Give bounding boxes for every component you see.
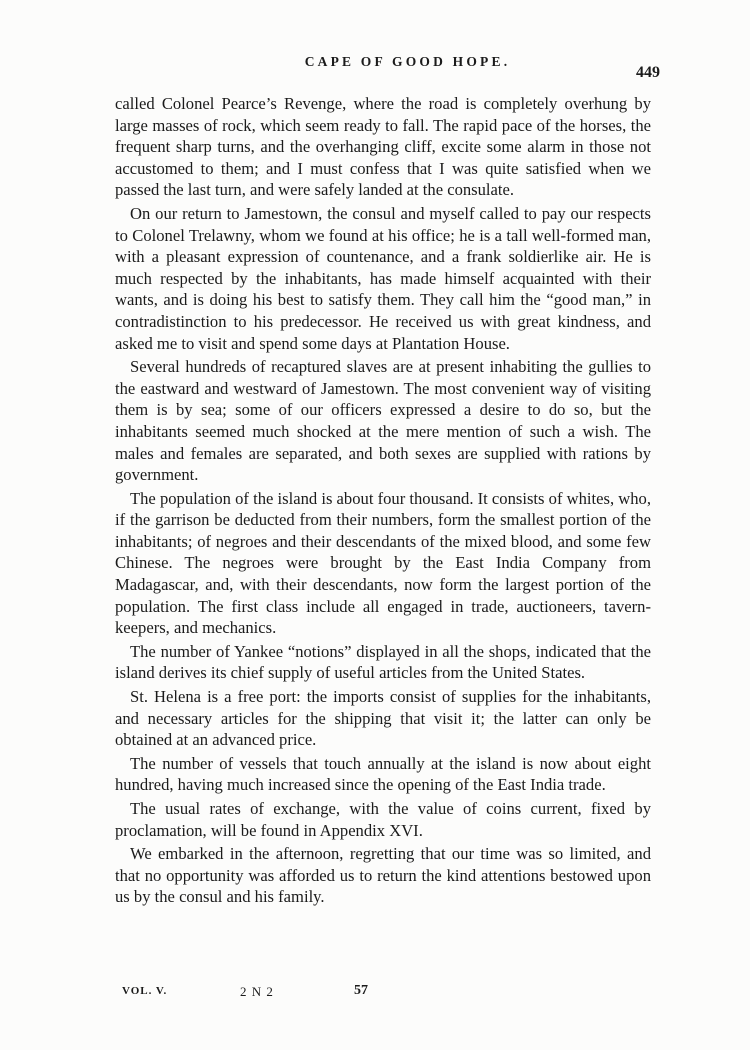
paragraph: The number of Yankee “notions” displayed in all the shops, indicated that the island derives its chief supply of useful articles from the United States.: [115, 641, 651, 683]
paragraph: The population of the island is about four thousand. It consists of whites, who, if the garrison be deducted from their numbers, form the smallest portion of the inhabitants; of negroes and their descendants of the mixed blood, and some few Chinese. The negroes were brought by the East India Company from Madagascar, and, with their descendants, now form the largest portion of the population. The first class include all engaged in trade, auctioneers, tavern-keepers, and mechanics.: [115, 488, 651, 638]
sheet-number: 57: [354, 983, 368, 998]
running-title: CAPE OF GOOD HOPE.: [304, 54, 511, 69]
paragraph: The usual rates of exchange, with the value of coins current, fixed by proclamation, will be found in Appendix XVI.: [115, 799, 651, 840]
page-footer: [122, 983, 522, 1003]
paragraph: We embarked in the afternoon, regretting that our time was so limited, and that no opportunity was afforded us to return the kind attentions bestowed upon us by the consul and his family.: [115, 844, 651, 907]
volume-label: VOL. V.: [122, 985, 168, 997]
paragraph: The number of vessels that touch annually at the island is now about eight hundred, having much increased since the opening of the East India trade.: [115, 753, 651, 795]
body-text: [115, 93, 651, 910]
paragraph: Several hundreds of recaptured slaves are at present inhabiting the gullies to the eastward and westward of Jamestown. The most convenient way of visiting them is by sea; some of our officers expressed a desire to do so, but the inhabitants seemed much shocked at the mere mention of such a wish. The males and females are separated, and both sexes are supplied with rations by government.: [115, 357, 651, 485]
paragraph: On our return to Jamestown, the consul and myself called to pay our respects to Colonel Trelawny, whom we found at his office; he is a tall well-formed man, with a pleasant expression of countenance, and a frank soldierlike air. He is much respected by the inhabitants, has made himself acquainted with their wants, and is doing his best to satisfy them. They call him the “good man,” in contradistinction to his predecessor. He received us with great kindness, and asked me to visit and spend some days at Plantation House.: [115, 203, 651, 353]
page-number: 449: [636, 64, 660, 81]
signature-mark: 2 N 2: [240, 984, 274, 999]
paragraph: St. Helena is a free port: the imports consist of supplies for the inhabitants, and necessary articles for the shipping that visit it; the latter can only be obtained at an advanced price.: [115, 687, 651, 750]
running-head: [115, 54, 660, 81]
paragraph: called Colonel Pearce’s Revenge, where the road is completely overhung by large masses of rock, which seem ready to fall. The rapid pace of the horses, the frequent sharp turns, and the overhanging cliff, excite some alarm in those not accustomed to them; and I must confess that I was quite satisfied when we passed the last turn, and were safely landed at the consulate.: [115, 94, 651, 200]
